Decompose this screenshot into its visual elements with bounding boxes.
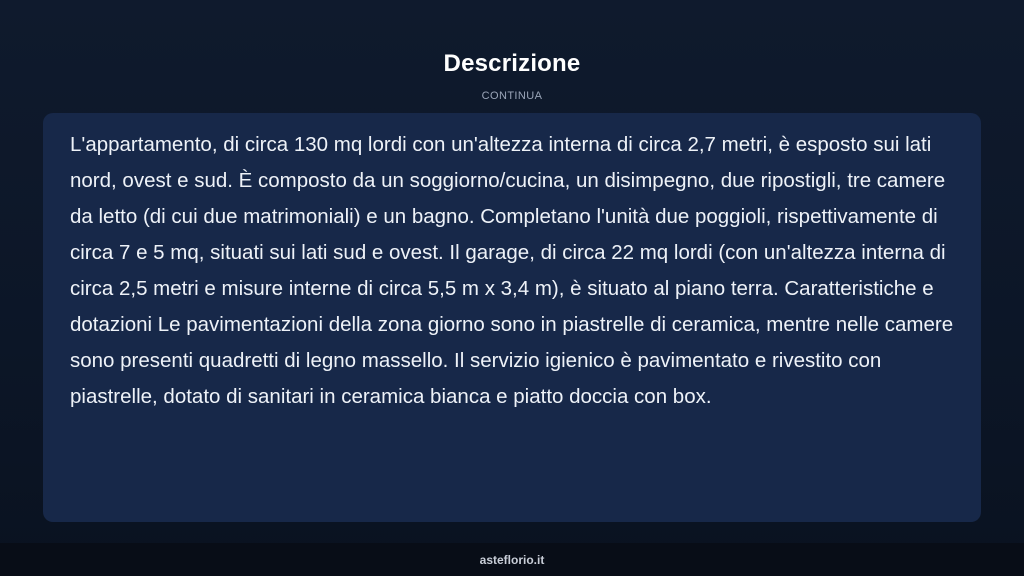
description-panel [43, 113, 981, 522]
continue-label: CONTINUA [481, 90, 543, 102]
page-title: Descrizione [443, 50, 581, 77]
site-domain: asteflorio.it [479, 552, 545, 567]
footer-bar [0, 543, 1024, 576]
description-text: L'appartamento, di circa 130 mq lordi con un'altezza interna di circa 2,7 metri, è esposto sui lati nord, ovest e sud. È composto da un soggiorno/cucina, un disimpegno, due ripostigli, tre camere da letto (di cui due matrimoniali) e un bagno. Completano l'unità due poggioli, rispettivamente di circa 7 e 5 mq, situati sui lati sud e ovest. Il garage, di circa 22 mq lordi (con un'altezza interna di circa 2,5 metri e misure interne di circa 5,5 m x 3,4 m), è situato al piano terra. Caratteristiche e dotazioni Le pavimentazioni della zona giorno sono in piastrelle di ceramica, mentre nelle camere sono presenti quadretti di legno massello. Il servizio igienico è pavimentato e rivestito con piastrelle, dotato di sanitari in ceramica bianca e piatto doccia con box. [70, 133, 954, 408]
